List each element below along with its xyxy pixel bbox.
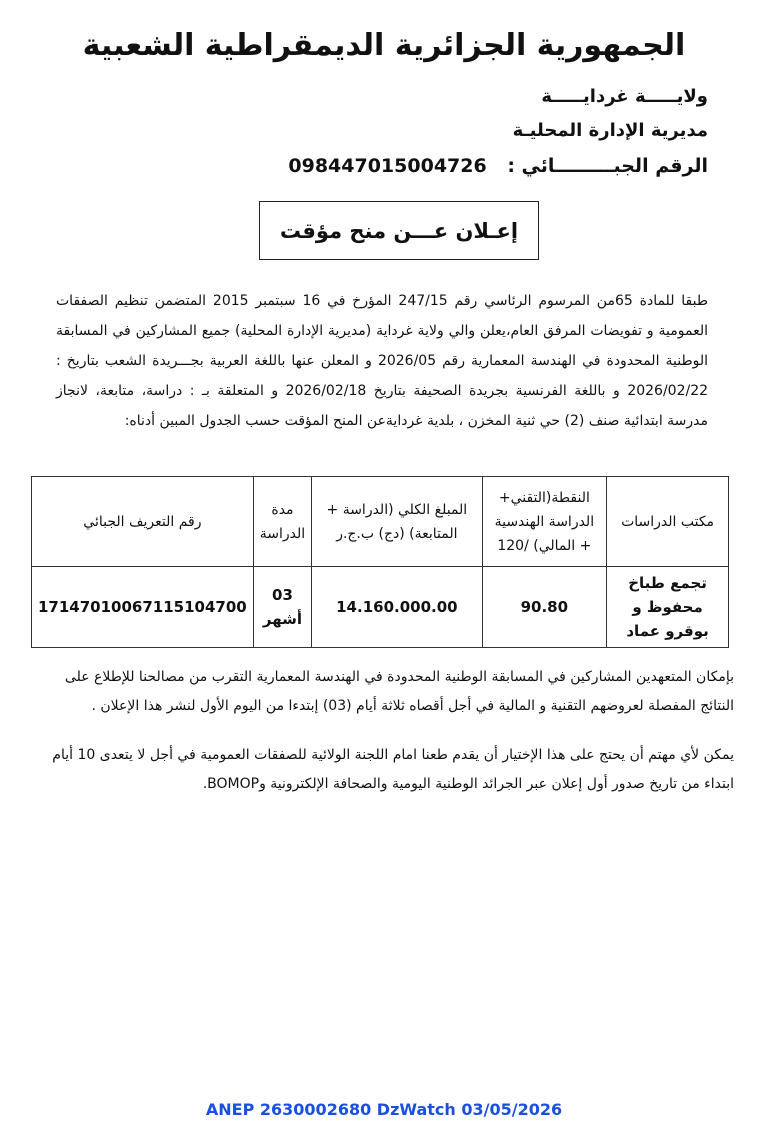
results-consultation-paragraph: بإمكان المتعهدين المشاركين في المسابقة الوطنية المحدودة في الهندسة المعمارية التقرب من مصالحنا للإطلاع على النتائج المفصلة لعروضهم التقنية و المالية في أجل أقصاه ثلاثة أيام (03) إبتدءا من اليوم الأول لنشر هذا الإعلان . [64, 669, 734, 714]
award-table [31, 476, 729, 648]
cell-duration: 03 أشهر [253, 567, 311, 648]
header-amount: المبلغ الكلي (الدراسة + المتابعة) (دج) ب.ج.ر [312, 477, 482, 567]
fiscal-number-line [288, 155, 708, 177]
cell-amount: 14.160.000.00 [312, 567, 482, 648]
cell-score: 90.80 [482, 567, 607, 648]
header-office: مكتب الدراسات [607, 477, 729, 567]
fiscal-number-label: الرقم الجبـــــــــائي : [507, 155, 708, 177]
notice-title: إعـلان عـــن منح مؤقت [279, 218, 519, 243]
appeal-paragraph: يمكن لأي مهتم أن يحتج على هذا الإختيار أن يقدم طعنا امام اللجنة الولائية للصفقات العمومية في أجل لا يتعدى 10 أيام ابتداء من تاريخ صدور أول إعلان عبر الجرائد الوطنية اليومية والصحافة الإلكترونية وBOMOP. [52, 747, 734, 792]
fiscal-number-value: 098447015004726 [288, 155, 487, 177]
publication-footer: ANEP 2630002680 DzWatch 03/05/2026 [205, 1100, 563, 1119]
wilaya-label: ولايـــــة غردايـــــة [541, 86, 708, 107]
table-row [32, 567, 729, 648]
notice-title-box [259, 201, 539, 260]
header-tax-id: رقم التعريف الجبائي [32, 477, 254, 567]
table-header-row [32, 477, 729, 567]
directorate-label: مديرية الإدارة المحليـة [512, 120, 708, 141]
header-score: النقطة(التقني+ الدراسة الهندسية + المالي) /120 [482, 477, 607, 567]
cell-office: تجمع طباخ محفوظ و بوقرو عماد [607, 567, 729, 648]
republic-title: الجمهورية الجزائرية الديمقراطية الشعبية [82, 28, 686, 63]
intro-paragraph: طبقا للمادة 65من المرسوم الرئاسي رقم 247/15 المؤرخ في 16 سبتمبر 2015 المتضمن تنظيم الصفقات العمومية و تفويضات المرفق العام،يعلن والي ولاية غرداية (مديرية الإدارة المحلية) جميع المشاركين في المسابقة الوطنية المحدودة في الهندسة المعمارية رقم 2026/05 و المعلن عنها باللغة العربية بجـــريدة الشعب بتاريخ : 2026/02/22 و باللغة الفرنسية بجريدة الصحيفة بتاريخ 2026/02/18 و المتعلقة بـ : دراسة، متابعة، لانجاز مدرسة ابتدائية صنف (2) حي ثنية المخزن ، بلدية غردايةعن المنح المؤقت حسب الجدول المبين أدناه: [56, 293, 709, 429]
cell-tax-id: 17147010067115104700 [32, 567, 254, 648]
header-duration: مدة الدراسة [253, 477, 311, 567]
